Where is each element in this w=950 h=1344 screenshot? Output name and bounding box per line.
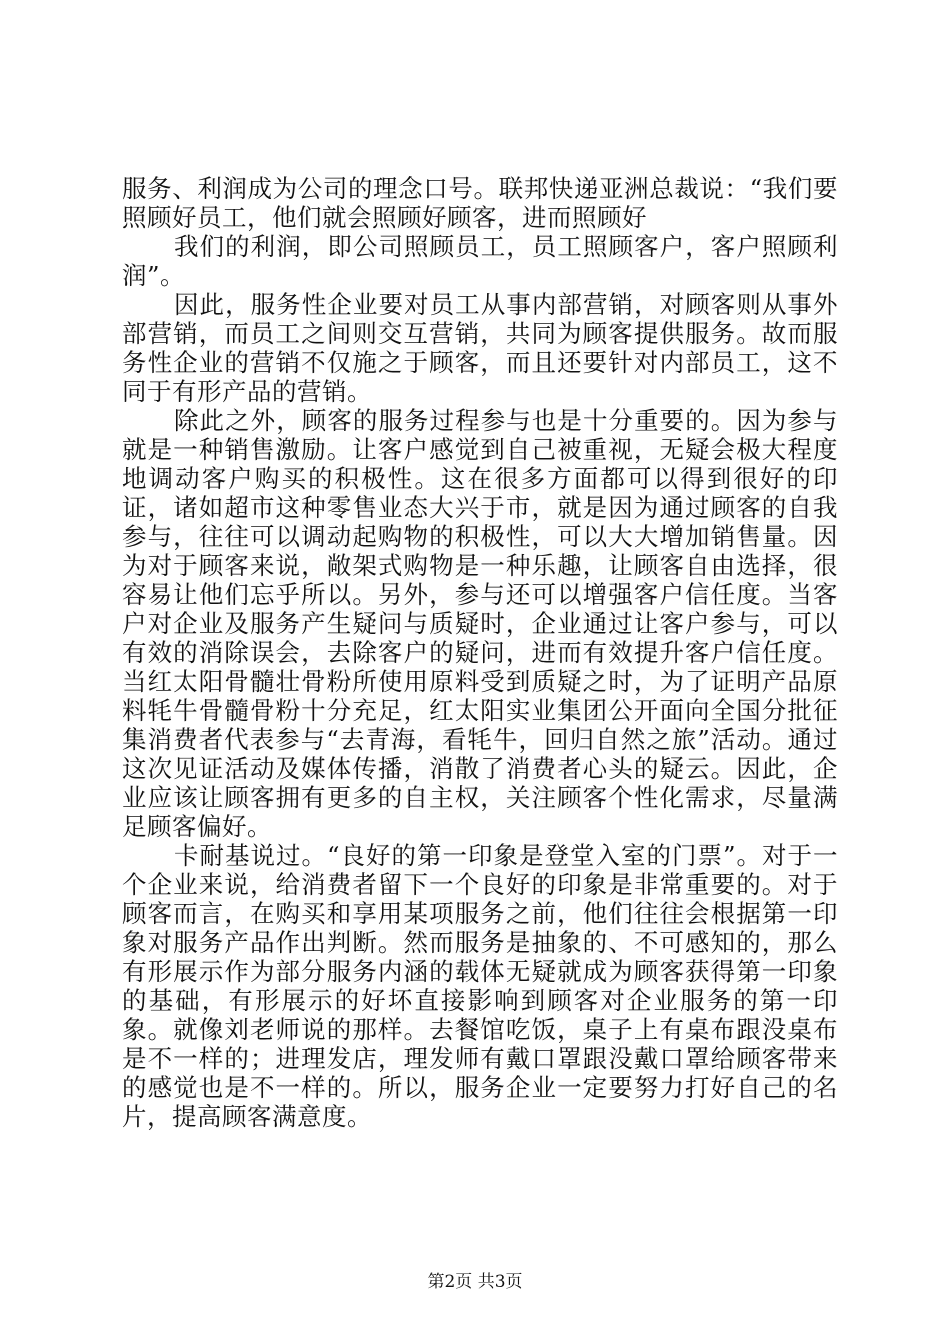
paragraph-1: 服务、利润成为公司的理念口号。联邦快递亚洲总裁说：“我们要照顾好员工，他们就会照顾好顾客，进而照顾好 — [122, 174, 838, 232]
page-number-footer: 第2页 共3页 — [427, 1272, 523, 1292]
document-body — [122, 174, 838, 1131]
paragraph-2: 我们的利润，即公司照顾员工，员工照顾客户，客户照顾利润”。 — [122, 232, 838, 290]
paragraph-4: 除此之外，顾客的服务过程参与也是十分重要的。因为参与就是一种销售激励。让客户感觉到自己被重视，无疑会极大程度地调动客户购买的积极性。这在很多方面都可以得到很好的印证，诸如超市这种零售业态大兴于市，就是因为通过顾客的自我参与，往往可以调动起购物的积极性，可以大大增加销售量。因为对于顾客来说，敞架式购物是一种乐趣，让顾客自由选择，很容易让他们忘乎所以。另外，参与还可以增强客户信任度。当客户对企业及服务产生疑问与质疑时，企业通过让客户参与，可以有效的消除误会，去除客户的疑问，进而有效提升客户信任度。当红太阳骨髓壮骨粉所使用原料受到质疑之时，为了证明产品原料牦牛骨髓骨粉十分充足，红太阳实业集团公开面向全国分批征集消费者代表参与“去青海，看牦牛，回归自然之旅”活动。通过这次见证活动及媒体传播，消散了消费者心头的疑云。因此，企业应该让顾客拥有更多的自主权，关注顾客个性化需求，尽量满足顾客偏好。 — [122, 406, 838, 841]
paragraph-3: 因此，服务性企业要对员工从事内部营销，对顾客则从事外部营销，而员工之间则交互营销，共同为顾客提供服务。故而服务性企业的营销不仅施之于顾客，而且还要针对内部员工，这不同于有形产品的营销。 — [122, 290, 838, 406]
paragraph-5: 卡耐基说过。“良好的第一印象是登堂入室的门票”。对于一个企业来说，给消费者留下一个良好的印象是非常重要的。对于顾客而言，在购买和享用某项服务之前，他们往往会根据第一印象对服务产品作出判断。然而服务是抽象的、不可感知的，那么有形展示作为部分服务内涵的载体无疑就成为顾客获得第一印象的基础，有形展示的好坏直接影响到顾客对企业服务的第一印象。就像刘老师说的那样。去餐馆吃饭，桌子上有桌布跟没桌布是不一样的；进理发店，理发师有戴口罩跟没戴口罩给顾客带来的感觉也是不一样的。所以，服务企业一定要努力打好自己的名片，提高顾客满意度。 — [122, 841, 838, 1131]
